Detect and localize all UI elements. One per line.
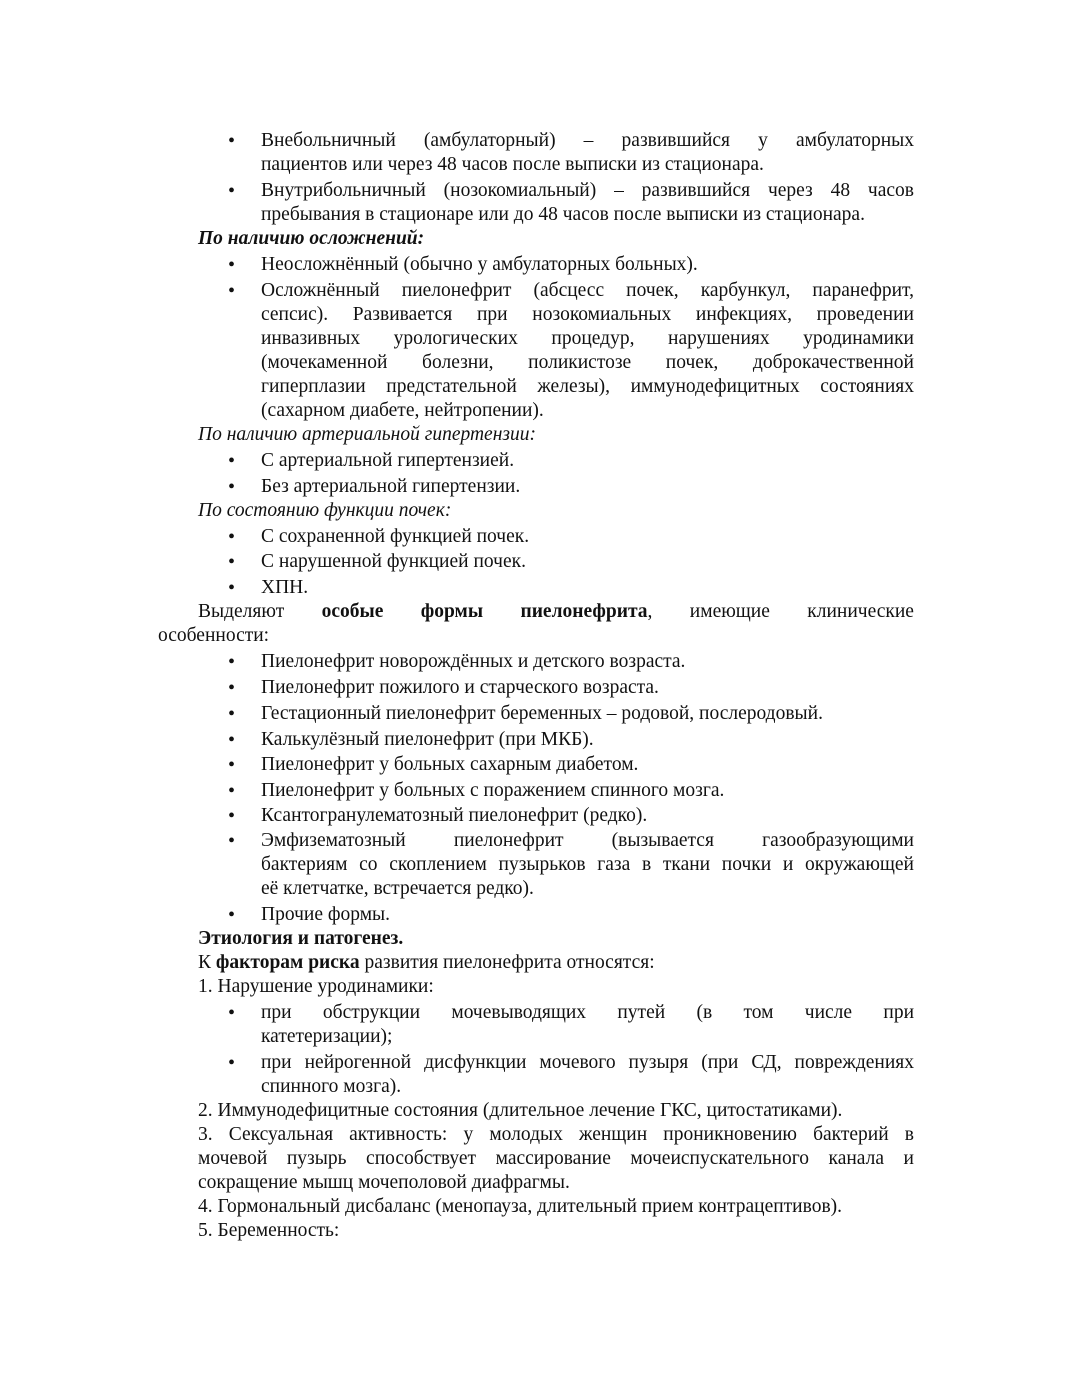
section-heading-etiology: Этиология и патогенез.: [198, 928, 404, 949]
risk-rest: развития пиелонефрита относятся:: [364, 952, 655, 973]
factor-2: 2. Иммунодефицитные состояния (длительное лечение ГКС, цитостатиками).: [198, 1100, 843, 1121]
intro-word-bold: пиелонефрита: [520, 601, 648, 622]
factor-3-l2: мочевой пузырь способствует массирование мочеиспускательного канала и: [198, 1148, 914, 1169]
bullet-icon: •: [228, 1052, 236, 1074]
bullet-icon: •: [228, 830, 236, 852]
intro-comma: ,: [647, 601, 653, 622]
intro-phrase: [520, 600, 652, 624]
bullet-icon: •: [228, 130, 236, 152]
factor-3-l3: сокращение мышц мочеполовой диафрагмы.: [198, 1172, 570, 1193]
special-forms-intro-line2: особенности:: [158, 625, 270, 646]
list-item-special-form: Гестационный пиелонефрит беременных – родовой, послеродовый.: [261, 703, 823, 724]
bullet-icon: •: [228, 526, 236, 548]
bullet-icon: •: [228, 254, 236, 276]
section-heading-complications: По наличию осложнений:: [198, 228, 425, 249]
bullet-icon: •: [228, 780, 236, 802]
bullet-icon: •: [228, 904, 236, 926]
bullet-icon: •: [228, 280, 236, 302]
intro-word: Выделяют: [198, 601, 285, 622]
intro-word-bold: особые: [321, 601, 384, 622]
bullet-icon: •: [228, 651, 236, 673]
list-item-special-form: Пиелонефрит пожилого и старческого возраста.: [261, 677, 659, 698]
factor-1-item-neurogenic-l2: спинного мозга).: [261, 1076, 402, 1097]
list-item-inpatient-l2: пребывания в стационаре или до 48 часов после выписки из стационара.: [261, 204, 865, 225]
list-item-uncomplicated: Неосложнённый (обычно у амбулаторных больных).: [261, 254, 698, 275]
list-item-without-hypertension: Без артериальной гипертензии.: [261, 476, 521, 497]
factor-1: 1. Нарушение уродинамики:: [198, 976, 434, 997]
list-item-emphysematous-l2: бактериям со скоплением пузырьков газа в ткани почки и окружающей: [261, 854, 914, 875]
factor-3-l1: 3. Сексуальная активность: у молодых женщин проникновению бактерий в: [198, 1124, 914, 1145]
bullet-icon: •: [228, 1002, 236, 1024]
list-item-complicated-l3: инвазивных урологических процедур, нарушениях уродинамики: [261, 328, 914, 349]
list-item-with-hypertension: С артериальной гипертензией.: [261, 450, 515, 471]
list-item-outpatient-l1: Внебольничный (амбулаторный) – развившийся у амбулаторных: [261, 130, 914, 151]
risk-factors-bold: факторам риска: [215, 952, 360, 973]
bullet-icon: •: [228, 729, 236, 751]
list-item-emphysematous-l3: её клетчатке, встречается редко).: [261, 878, 534, 899]
list-item-special-form: Пиелонефрит у больных с поражением спинного мозга.: [261, 780, 725, 801]
special-forms-intro-line1: [198, 600, 914, 624]
risk-word: К: [198, 952, 212, 973]
list-item-preserved-function: С сохраненной функцией почек.: [261, 526, 530, 547]
factor-4: 4. Гормональный дисбаланс (менопауза, длительный прием контрацептивов).: [198, 1196, 843, 1217]
list-item-complicated-l1: Осложнённый пиелонефрит (абсцесс почек, карбункул, паранефрит,: [261, 280, 914, 301]
list-item-ckd: ХПН.: [261, 577, 309, 598]
risk-factors-intro: [198, 951, 655, 975]
factor-1-item-obstruction-l1: при обструкции мочевыводящих путей (в том числе при: [261, 1002, 914, 1023]
list-item-complicated-l5: гиперплазии предстательной железы), иммунодефицитных состояниях: [261, 376, 914, 397]
list-item-complicated-l6: (сахарном диабете, нейтропении).: [261, 400, 544, 421]
section-heading-hypertension: По наличию артериальной гипертензии:: [198, 424, 536, 445]
list-item-emphysematous-l1: Эмфизематозный пиелонефрит (вызывается газообразующими: [261, 830, 914, 851]
factor-1-item-neurogenic-l1: при нейрогенной дисфункции мочевого пузыря (при СД, повреждениях: [261, 1052, 914, 1073]
bullet-icon: •: [228, 677, 236, 699]
list-item-inpatient-l1: Внутрибольничный (нозокомиальный) – развившийся через 48 часов: [261, 180, 914, 201]
intro-word-bold: формы: [420, 601, 484, 622]
section-heading-kidney-function: По состоянию функции почек:: [198, 500, 452, 521]
list-item-special-form: Ксантогранулематозный пиелонефрит (редко).: [261, 805, 648, 826]
bullet-icon: •: [228, 805, 236, 827]
bullet-icon: •: [228, 180, 236, 202]
bullet-icon: •: [228, 754, 236, 776]
bullet-icon: •: [228, 551, 236, 573]
factor-1-item-obstruction-l2: катетеризации);: [261, 1026, 393, 1047]
list-item-complicated-l4: (мочекаменной болезни, поликистозе почек, доброкачественной: [261, 352, 914, 373]
intro-word: клинические: [807, 601, 914, 622]
bullet-icon: •: [228, 577, 236, 599]
list-item-impaired-function: С нарушенной функцией почек.: [261, 551, 526, 572]
factor-5: 5. Беременность:: [198, 1220, 340, 1241]
list-item-special-form: Пиелонефрит у больных сахарным диабетом.: [261, 754, 639, 775]
list-item-special-form: Пиелонефрит новорождённых и детского возраста.: [261, 651, 686, 672]
list-item-special-form: Калькулёзный пиелонефрит (при МКБ).: [261, 729, 594, 750]
intro-word: имеющие: [689, 601, 770, 622]
list-item-complicated-l2: сепсис). Развивается при нозокомиальных инфекциях, проведении: [261, 304, 914, 325]
bullet-icon: •: [228, 476, 236, 498]
bullet-icon: •: [228, 450, 236, 472]
bullet-icon: •: [228, 703, 236, 725]
list-item-other-forms: Прочие формы.: [261, 904, 391, 925]
list-item-outpatient-l2: пациентов или через 48 часов после выписки из стационара.: [261, 154, 764, 175]
